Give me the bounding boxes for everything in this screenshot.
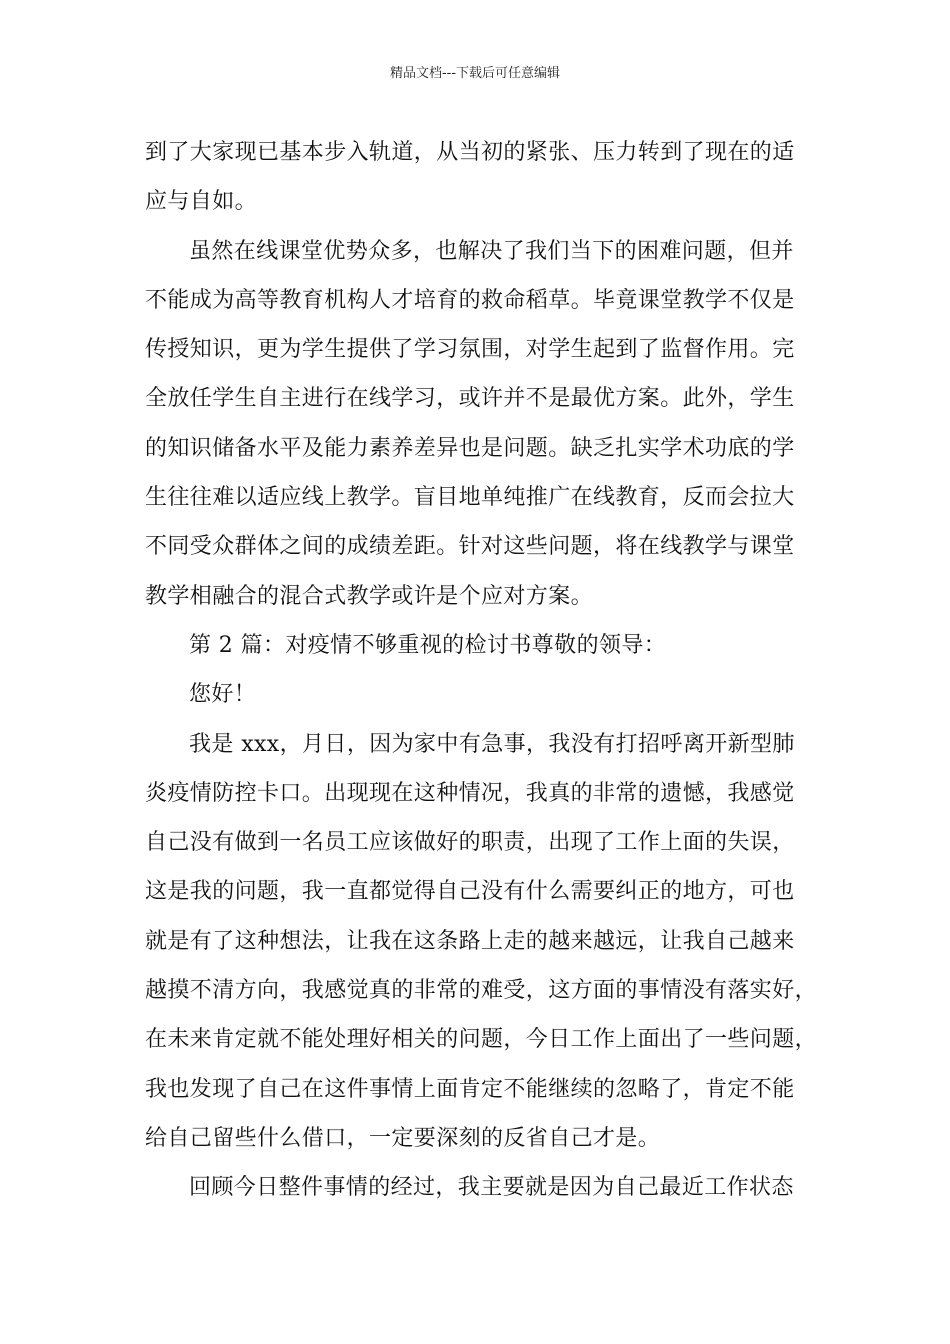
text-line: 我是 xxx，月日，因为家中有急事，我没有打招呼离开新型肺	[189, 731, 795, 757]
text-line: 您好！	[189, 682, 257, 708]
text-line: 给自己留些什么借口，一定要深刻的反省自己才是。	[145, 1125, 661, 1151]
text-line: 不能成为高等教育机构人才培育的救命稻草。毕竟课堂教学不仅是	[145, 287, 795, 313]
text-line: 到了大家现已基本步入轨道，从当初的紧张、压力转到了现在的适	[145, 140, 795, 165]
text-line: 自己没有做到一名员工应该做好的职责，出现了工作上面的失误，	[145, 830, 795, 856]
text-line: 虽然在线课堂优势众多，也解决了我们当下的困难问题，但并	[189, 238, 794, 264]
text-line: 就是有了这种想法，让我在这条路上走的越来越远，让我自己越来	[145, 928, 795, 954]
text-line: 的知识储备水平及能力素养差异也是问题。缺乏扎实学术功底的学	[145, 435, 795, 461]
text-line: 回顾今日整件事情的经过，我主要就是因为自己最近工作状态	[189, 1175, 794, 1201]
text-line: 这是我的问题，我一直都觉得自己没有什么需要纠正的地方，可也	[145, 879, 795, 905]
text-line: 传授知识，更为学生提供了学习氛围，对学生起到了监督作用。完	[145, 337, 795, 363]
text-line: 全放任学生自主进行在线学习，或许并不是最优方案。此外，学生	[145, 386, 795, 412]
text-line: 生往往难以适应线上教学。盲目地单纯推广在线教育，反而会拉大	[145, 485, 795, 511]
text-line: 越摸不清方向，我感觉真的非常的难受，这方面的事情没有落实好，	[145, 978, 818, 1004]
document-body	[145, 128, 825, 1213]
text-line: 在未来肯定就不能处理好相关的问题，今日工作上面出了一些问题，	[145, 1027, 818, 1053]
text-line: 我也发现了自己在这件事情上面肯定不能继续的忽略了，肯定不能	[145, 1076, 795, 1102]
page-header: 精品文档---下载后可任意编辑	[389, 66, 561, 81]
text-line: 炎疫情防控卡口。出现现在这种情况，我真的非常的遗憾，我感觉	[145, 780, 795, 806]
text-line: 不同受众群体之间的成绩差距。针对这些问题，将在线教学与课堂	[145, 534, 795, 560]
text-line: 应与自如。	[145, 189, 258, 215]
text-line: 第 2 篇：对疫情不够重视的检讨书尊敬的领导：	[189, 632, 667, 658]
text-line: 教学相融合的混合式教学或许是个应对方案。	[145, 583, 594, 609]
